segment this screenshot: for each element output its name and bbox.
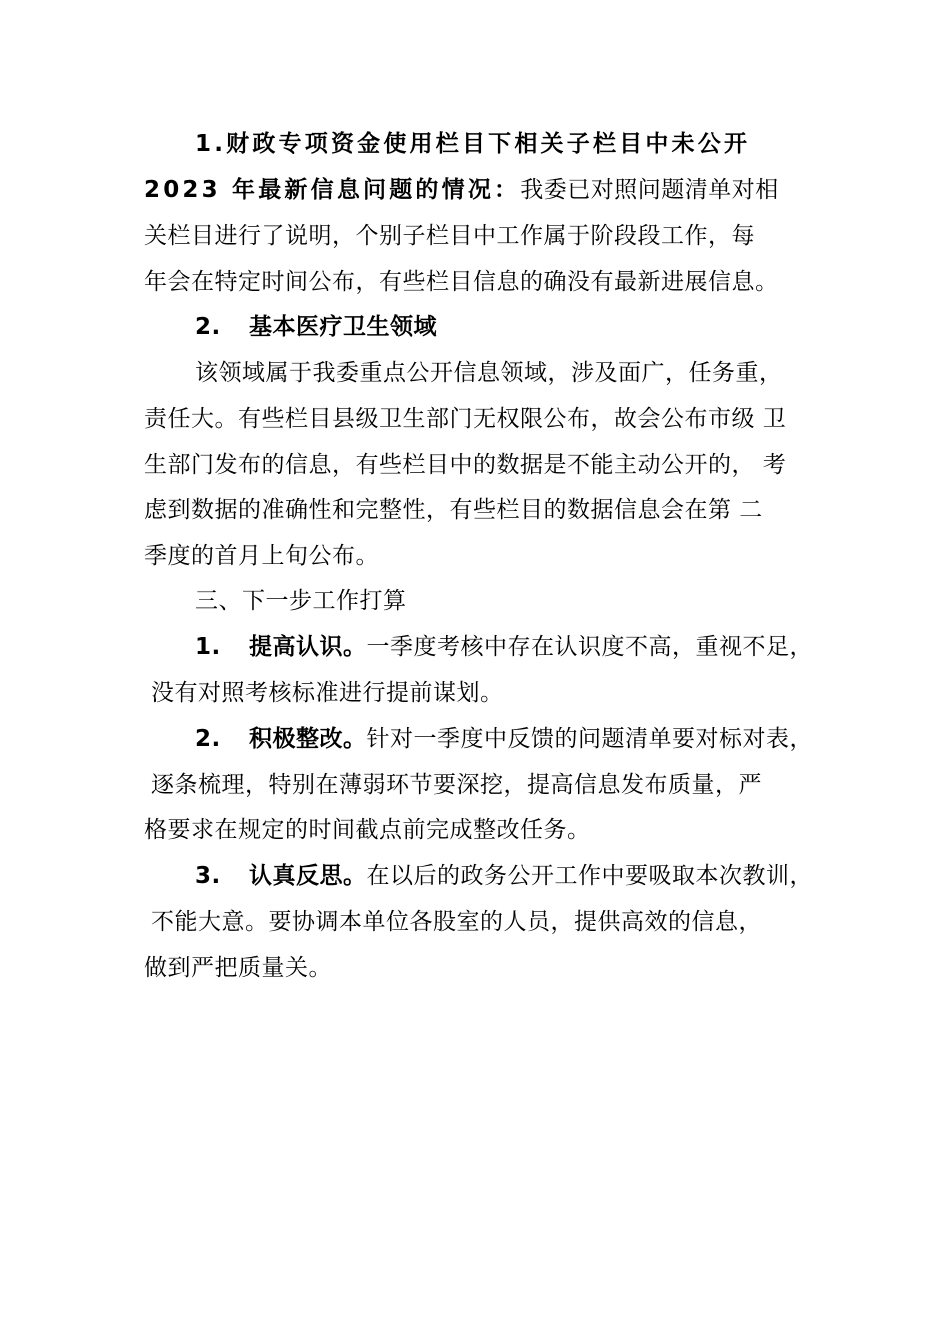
item1-line2 (144, 167, 779, 213)
section3-item1-text: 一季度考核中存在认识度不高，重视不足， (366, 634, 813, 660)
section3-item3-line1 (195, 853, 813, 899)
section3-item2-line3: 格要求在规定的时间截点前完成整改任务。 (144, 817, 591, 843)
section3-item3-line2: 不能大意。要协调本单位各股室的人员，提供高效的信息， (151, 909, 762, 935)
section3-item3-line3: 做到严把质量关。 (144, 955, 332, 981)
section3-item3-title: 认真反思。 (249, 863, 367, 889)
section3-item2-title: 积极整改。 (249, 726, 367, 752)
item2-line2: 责任大。有些栏目县级卫生部门无权限公布，故会公布市级 卫 (144, 406, 787, 432)
section3-item1-line2: 没有对照考核标准进行提前谋划。 (151, 680, 504, 706)
section3-item2-line1 (195, 716, 813, 762)
item2-line4: 虑到数据的准确性和完整性，有些栏目的数据信息会在第 二 (144, 497, 763, 523)
item1-heading-line1: 1.财政专项资金使用栏目下相关子栏目中未公开 (195, 131, 751, 157)
item1-line4: 年会在特定时间公布，有些栏目信息的确没有最新进展信息。 (144, 269, 779, 295)
section3-item3-number: 3. (195, 863, 221, 889)
item2-title: 基本医疗卫生领域 (249, 314, 437, 340)
item1-text-line2: 我委已对照问题清单对相 (520, 177, 779, 203)
item1-line3: 关栏目进行了说明，个别子栏目中工作属于阶段段工作，每 (144, 223, 755, 249)
section3-item1-number: 1. (195, 634, 221, 660)
section3-item2-text: 针对一季度中反馈的问题清单要对标对表， (366, 726, 813, 752)
section3-item3-text: 在以后的政务公开工作中要吸取本次教训， (366, 863, 813, 889)
section3-item1-title: 提高认识。 (249, 634, 367, 660)
section3-heading: 三、下一步工作打算 (195, 588, 407, 614)
item2-number: 2. (195, 314, 221, 340)
section3-item2-line2: 逐条梳理，特别在薄弱环节要深挖，提高信息发布质量，严 (151, 772, 762, 798)
section3-item1-line1 (195, 624, 813, 670)
section3-item2-number: 2. (195, 726, 221, 752)
item2-line3: 生部门发布的信息，有些栏目中的数据是不能主动公开的， 考 (144, 452, 787, 478)
item2-line5: 季度的首月上旬公布。 (144, 543, 379, 569)
item2-line1: 该领域属于我委重点公开信息领域，涉及面广，任务重， (195, 360, 783, 386)
item2-heading (195, 304, 437, 350)
item1-heading-line2: 2023 年最新信息问题的情况： (144, 177, 521, 203)
